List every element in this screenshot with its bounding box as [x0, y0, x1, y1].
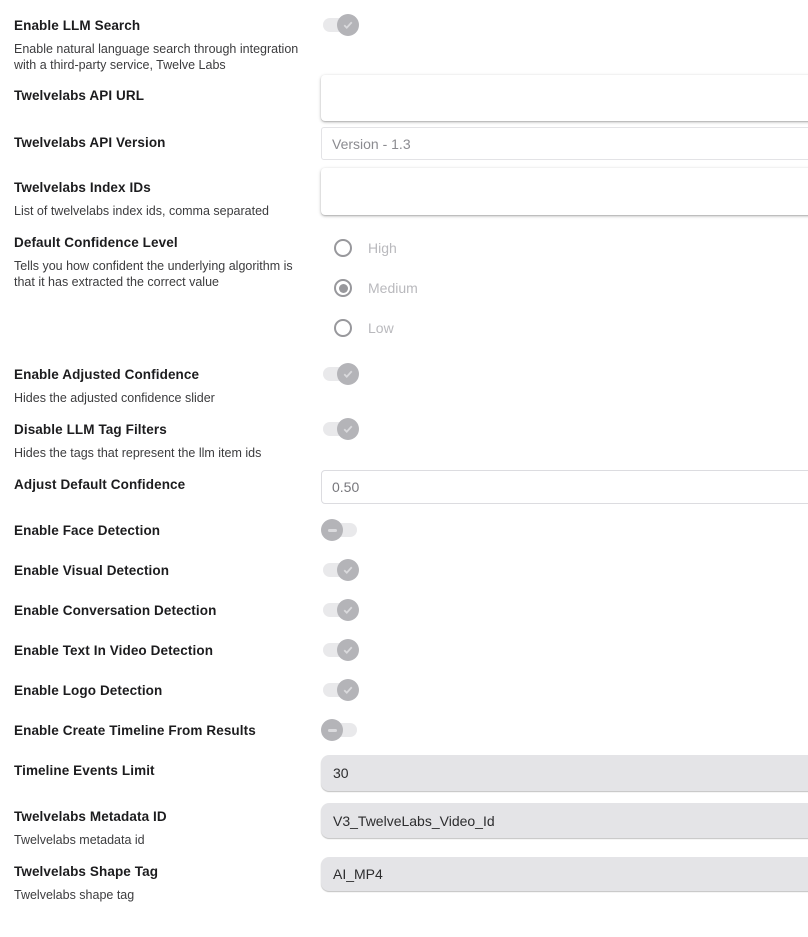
- toggle-knob: [337, 14, 359, 36]
- check-icon: [342, 684, 354, 696]
- twelvelabs-index-ids-input[interactable]: [321, 168, 808, 215]
- check-icon: [342, 564, 354, 576]
- radio-circle-checked: [334, 279, 352, 297]
- twelvelabs-api-url-input[interactable]: [321, 75, 808, 121]
- field-label: Enable Adjusted Confidence: [14, 367, 200, 382]
- radio-label: Low: [368, 320, 394, 336]
- confidence-radio-group: [321, 228, 808, 348]
- field-label: Disable LLM Tag Filters: [14, 422, 167, 437]
- twelvelabs-metadata-id-input[interactable]: [321, 803, 808, 838]
- radio-option-high[interactable]: [334, 228, 808, 268]
- toggle-knob: [337, 559, 359, 581]
- dash-icon: [328, 529, 337, 532]
- twelvelabs-api-version-select[interactable]: [321, 127, 808, 160]
- field-label: Enable Logo Detection: [14, 683, 163, 698]
- twelvelabs-shape-tag-input[interactable]: [321, 857, 808, 891]
- field-label: Enable Conversation Detection: [14, 603, 217, 618]
- field-label: Twelvelabs Index IDs: [14, 180, 151, 195]
- radio-circle: [334, 239, 352, 257]
- toggle-knob: [337, 418, 359, 440]
- enable-llm-search-toggle[interactable]: [321, 14, 359, 36]
- field-description: Hides the tags that represent the llm item ids: [14, 446, 262, 460]
- enable-adjusted-confidence-toggle[interactable]: [321, 363, 359, 385]
- selected-version-value: Version - 1.3: [332, 135, 411, 152]
- toggle-knob: [337, 639, 359, 661]
- field-label: Twelvelabs Metadata ID: [14, 809, 167, 824]
- field-label: Enable Text In Video Detection: [14, 643, 214, 658]
- disable-llm-tag-filters-toggle[interactable]: [321, 418, 359, 440]
- radio-label: High: [368, 240, 397, 256]
- radio-label: Medium: [368, 280, 418, 296]
- timeline-events-limit-input[interactable]: [321, 755, 808, 791]
- toggle-knob: [337, 363, 359, 385]
- field-description: Hides the adjusted confidence slider: [14, 391, 215, 405]
- enable-create-timeline-toggle[interactable]: [321, 719, 359, 741]
- toggle-knob: [321, 519, 343, 541]
- field-description: Tells you how confident the underlying algorithm is that it has extracted the correct value: [14, 259, 293, 289]
- enable-visual-detection-toggle[interactable]: [321, 559, 359, 581]
- toggle-knob: [321, 719, 343, 741]
- check-icon: [342, 604, 354, 616]
- field-description: List of twelvelabs index ids, comma separated: [14, 204, 269, 218]
- check-icon: [342, 368, 354, 380]
- field-description: Twelvelabs metadata id: [14, 833, 145, 847]
- check-icon: [342, 19, 354, 31]
- field-label: Enable Visual Detection: [14, 563, 170, 578]
- field-label: Enable LLM Search: [14, 18, 141, 33]
- radio-option-medium[interactable]: [334, 268, 808, 308]
- dash-icon: [328, 729, 337, 732]
- enable-logo-detection-toggle[interactable]: [321, 679, 359, 701]
- toggle-knob: [337, 679, 359, 701]
- field-description: Enable natural language search through integration with a third-party service, Twelve Labs: [14, 42, 299, 72]
- field-label: Twelvelabs API URL: [14, 88, 145, 103]
- field-label: Twelvelabs API Version: [14, 135, 166, 150]
- field-description: Twelvelabs shape tag: [14, 888, 135, 902]
- field-label: Enable Create Timeline From Results: [14, 723, 256, 738]
- radio-circle: [334, 319, 352, 337]
- field-label: Adjust Default Confidence: [14, 477, 186, 492]
- enable-conversation-detection-toggle[interactable]: [321, 599, 359, 621]
- toggle-knob: [337, 599, 359, 621]
- enable-face-detection-toggle[interactable]: [321, 519, 359, 541]
- check-icon: [342, 644, 354, 656]
- field-label: Enable Face Detection: [14, 523, 161, 538]
- field-label: Default Confidence Level: [14, 235, 178, 250]
- field-label: Twelvelabs Shape Tag: [14, 864, 159, 879]
- check-icon: [342, 423, 354, 435]
- adjust-default-confidence-input[interactable]: [321, 470, 808, 504]
- enable-text-in-video-detection-toggle[interactable]: [321, 639, 359, 661]
- radio-option-low[interactable]: [334, 308, 808, 348]
- field-label: Timeline Events Limit: [14, 763, 155, 778]
